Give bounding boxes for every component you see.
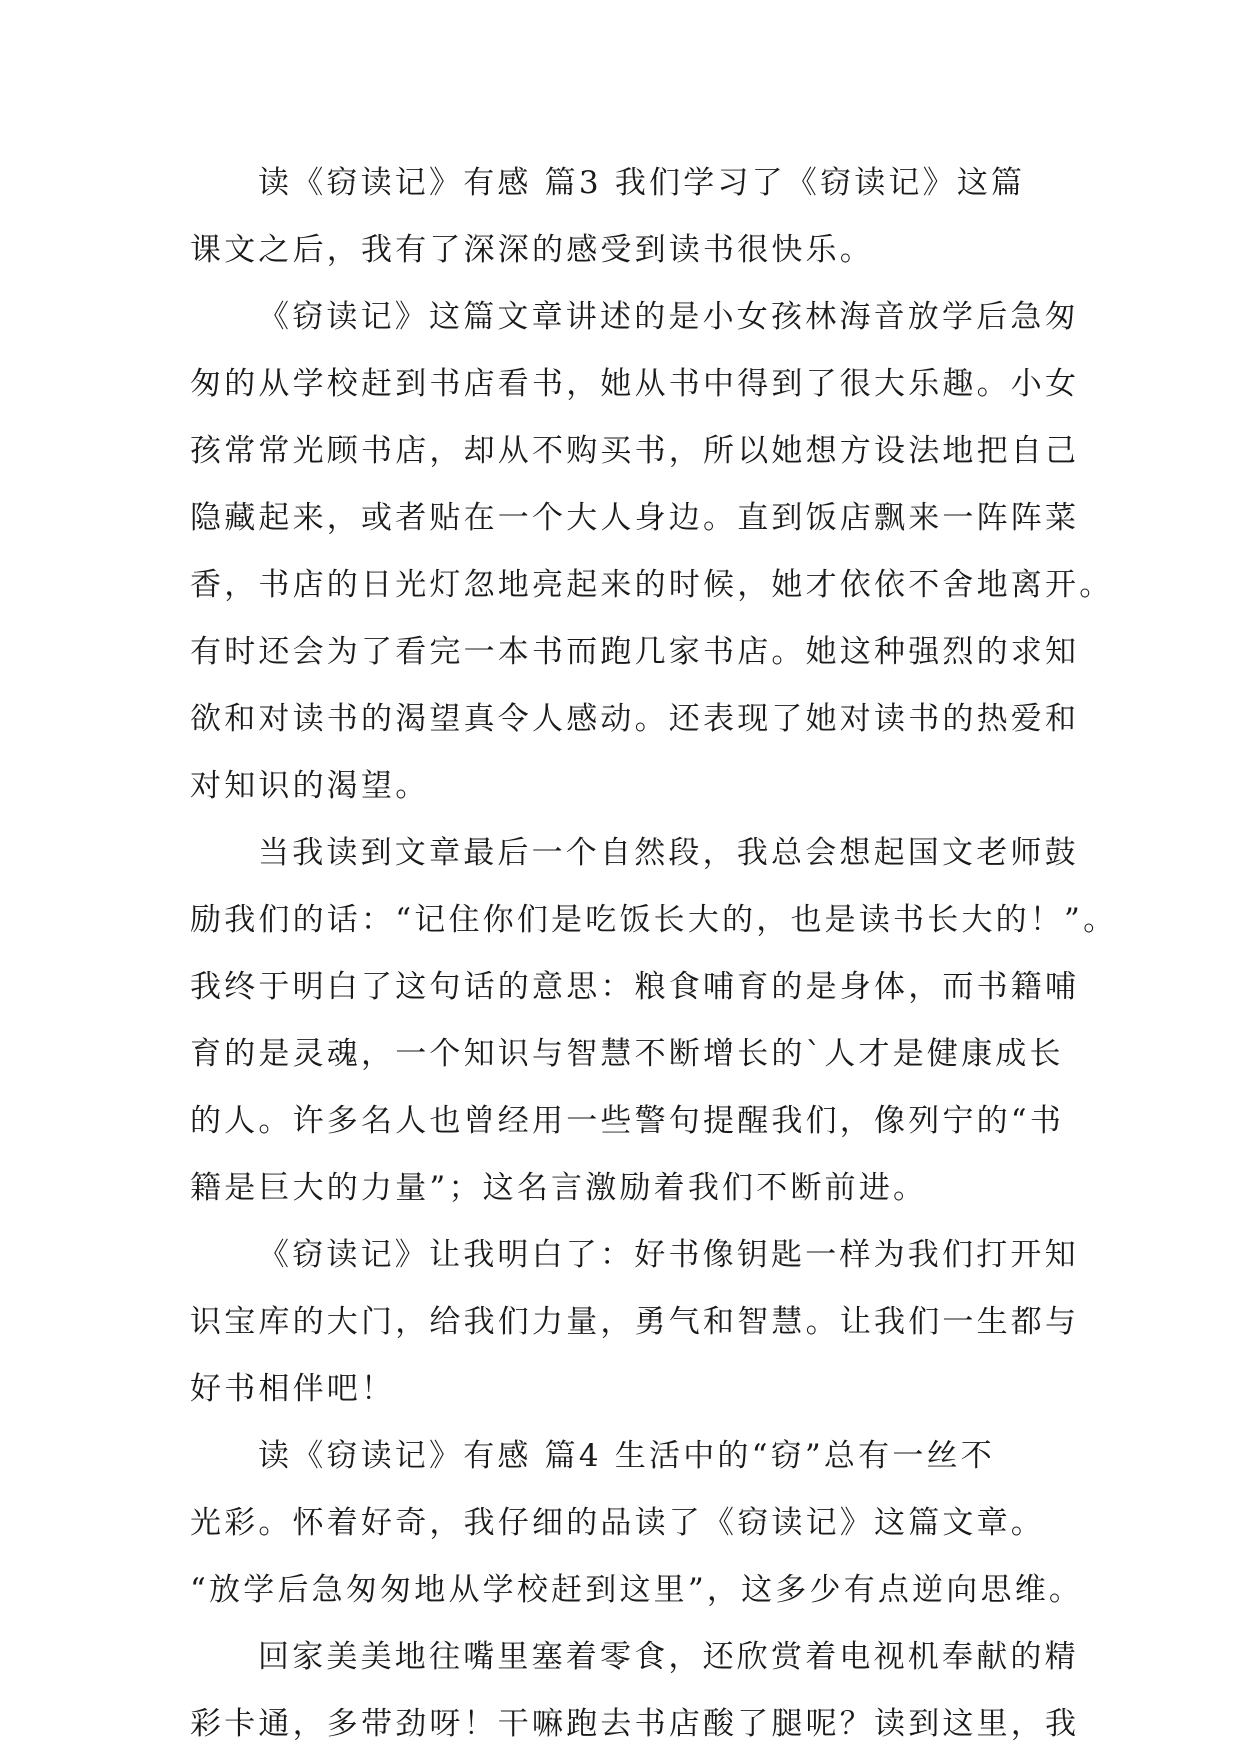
text-line: 籍是巨大的力量”；这名言激励着我们不断前进。 [190,1170,928,1206]
text-line: 香，书店的日光灯忽地亮起来的时候，她才依依不舍地离开。 [190,567,1114,603]
text-line: 隐藏起来，或者贴在一个大人身边。直到饭店飘来一阵阵菜 [190,500,1080,536]
text-line: 当我读到文章最后一个自然段，我总会想起国文老师鼓 [258,835,1079,871]
text-line: 彩卡通，多带劲呀！干嘛跑去书店酸了腿呢？读到这里，我 [190,1706,1080,1742]
text-line: 有时还会为了看完一本书而跑几家书店。她这种强烈的求知 [190,634,1080,670]
text-line: 我终于明白了这句话的意思：粮食哺育的是身体，而书籍哺 [190,969,1080,1005]
document-body [190,150,1118,1758]
text-line: 励我们的话：“记住你们是吃饭长大的，也是读书长大的！”。 [190,902,1118,938]
text-line: 欲和对读书的渴望真令人感动。还表现了她对读书的热爱和 [190,701,1080,737]
text-line: 回家美美地往嘴里塞着零食，还欣赏着电视机奉献的精 [258,1639,1079,1675]
text-line: 的人。许多名人也曾经用一些警句提醒我们，像列宁的“书 [190,1103,1065,1139]
text-line: 孩常常光顾书店，却从不购买书，所以她想方设法地把自己 [190,433,1080,469]
text-line: 《窃读记》让我明白了：好书像钥匙一样为我们打开知 [258,1237,1079,1273]
text-line: 好书相伴吧！ [190,1371,396,1407]
text-line: 识宝库的大门，给我们力量，勇气和智慧。让我们一生都与 [190,1304,1080,1340]
text-line: 匆的从学校赶到书店看书，她从书中得到了很大乐趣。小女 [190,366,1080,402]
text-line: 《窃读记》这篇文章讲述的是小女孩林海音放学后急匆 [258,299,1079,335]
text-line: 课文之后，我有了深深的感受到读书很快乐。 [190,232,874,268]
text-line: 对知识的渴望。 [190,768,430,804]
text-line: “放学后急匆匆地从学校赶到这里”，这多少有点逆向思维。 [190,1572,1084,1608]
text-line: 光彩。怀着好奇，我仔细的品读了《窃读记》这篇文章。 [190,1505,1045,1541]
text-line: 育的是灵魂，一个知识与智慧不断增长的`人才是健康成长 [190,1036,1064,1072]
text-line: 读《窃读记》有感 篇3 我们学习了《窃读记》这篇 [258,165,1026,201]
text-line: 读《窃读记》有感 篇4 生活中的“窃”总有一丝不 [258,1438,995,1474]
